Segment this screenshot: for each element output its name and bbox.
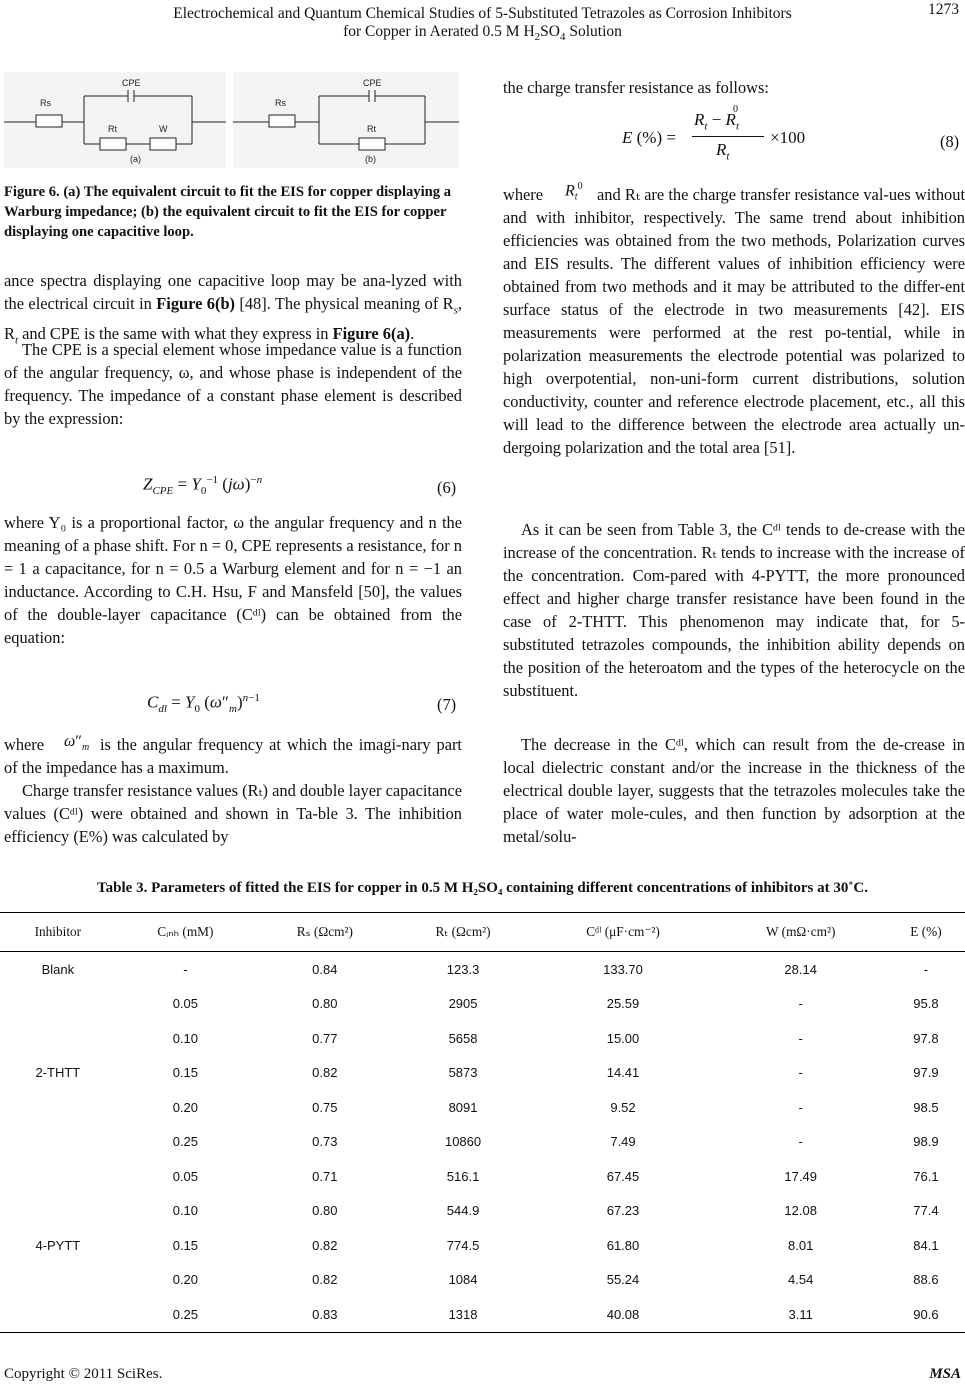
table-cell xyxy=(0,987,116,1022)
table-cell: 77.4 xyxy=(913,1203,939,1219)
table-row xyxy=(0,1297,965,1332)
table-cell: 0.10 xyxy=(172,1030,199,1046)
table-cell: 7.49 xyxy=(610,1134,636,1150)
table-3 xyxy=(0,912,965,1333)
table-cell: 0.73 xyxy=(312,1134,338,1150)
table-cell: 123.3 xyxy=(446,961,480,977)
table-cell: 0.82 xyxy=(312,1065,338,1081)
cpe-label-b: CPE xyxy=(363,78,382,88)
table-cell: 15.00 xyxy=(606,1030,640,1046)
left-paragraph-4: is the angular frequency at which the imagi-nary part of the impedance has a maximum. xyxy=(4,735,462,777)
table-cell: 9.52 xyxy=(610,1099,636,1115)
right-paragraph-2: and Rₜ are the charge transfer resistance val-ues without and with inhibitor, respectively. The same trend about inhibition efficiencies was obtained from the two methods, Polarization curves and EIS results. The different values of inhibition efficiency were obtained from two methods and it may be attributed to the differ-ent surface status of the electrode in two measurements [42]. EIS measurements were performed at the rest po-tential, while in polarization measurements the electrode potential was polarized to high overpotential, non-uni-form current distributions, solution conductivity, counter and reference electrode placement, etc., all this will lead to the difference between the electrode area actually un-dergoing polarization and the total area [51]. xyxy=(503,185,965,457)
table-cell: 0.80 xyxy=(312,996,338,1012)
table-cell: 2905 xyxy=(448,996,478,1012)
header-cinh: Cᵢₙₕ (mM) xyxy=(116,913,255,952)
running-header-line2: for Copper in Aerated 0.5 M $H_2SO_4$ Solution xyxy=(343,23,622,44)
table-cell: 4.54 xyxy=(788,1272,814,1288)
table-cell: 0.82 xyxy=(312,1237,338,1253)
table-cell: 97.8 xyxy=(913,1030,939,1046)
table-cell: 0.20 xyxy=(172,1099,199,1115)
table-cell: - xyxy=(798,1134,803,1150)
table-cell: 133.70 xyxy=(603,961,643,977)
equation-8-number: (8) xyxy=(940,132,960,151)
table-cell: 544.9 xyxy=(446,1203,480,1219)
table-cell: 0.83 xyxy=(255,1297,395,1332)
table-row xyxy=(0,1125,965,1160)
table-row xyxy=(0,1090,965,1125)
right-paragraph-4: The decrease in the Cᵈˡ, which can result from the de-crease in local dielectric constant and/or the increase in the thickness of the electrical double layer, suggests that the tetrazoles molecules take the place of water mole-cules, and then function by adsorption at the metal/solu- xyxy=(503,735,965,846)
table-cell: 2-THTT xyxy=(35,1065,81,1081)
table-cell xyxy=(0,1125,116,1160)
where-label-right: where xyxy=(503,185,544,204)
rs-label: Rs xyxy=(40,98,51,108)
left-paragraph-2: The CPE is a special element whose impedance value is a function of the angular frequency, ω, and whose phase is independent of the frequency. The impedance of a constant phase element is described by the expression: xyxy=(4,340,462,428)
table-cell: 88.6 xyxy=(913,1272,939,1288)
table-cell: 0.84 xyxy=(312,961,338,977)
table-row xyxy=(0,1263,965,1298)
table-cell: 61.80 xyxy=(606,1237,640,1253)
table-cell: 97.9 xyxy=(913,1065,939,1081)
header-inhibitor: Inhibitor xyxy=(0,913,116,952)
table-cell: 0.25 xyxy=(116,1297,255,1332)
table-row xyxy=(0,1021,965,1056)
table-cell: 14.41 xyxy=(606,1065,640,1081)
table-cell: 76.1 xyxy=(913,1168,939,1184)
figure-6b-circuit xyxy=(233,72,459,168)
table-cell: - xyxy=(798,1065,803,1081)
rt0-symbol: $R_t^0$ xyxy=(565,181,583,203)
table-header-row xyxy=(0,913,965,952)
table-cell: 95.8 xyxy=(913,996,939,1012)
table-cell: 0.10 xyxy=(172,1203,199,1219)
header-rt: Rₜ (Ωcm²) xyxy=(395,913,532,952)
table-cell xyxy=(0,1194,116,1229)
table-cell: 0.20 xyxy=(172,1272,199,1288)
table-cell: 84.1 xyxy=(913,1237,939,1253)
header-w: W (mΩ·cm²) xyxy=(714,913,886,952)
table-cell: 1318 xyxy=(395,1297,532,1332)
table-row xyxy=(0,1056,965,1091)
table-cell: 10860 xyxy=(444,1134,482,1150)
rt-label-b: Rt xyxy=(367,124,376,134)
table-cell: 0.80 xyxy=(312,1203,338,1219)
table-cell: 55.24 xyxy=(606,1272,640,1288)
copyright-footer: Copyright © 2011 SciRes. xyxy=(4,1366,163,1382)
equation-7-number: (7) xyxy=(437,695,457,714)
equation-7: $C_{dl} = Y_0$ $(\omega''_m)^{n-1}$ xyxy=(147,692,260,716)
table-cell: - xyxy=(183,961,188,977)
table-cell: 5873 xyxy=(448,1065,478,1081)
table-cell: 90.6 xyxy=(887,1297,965,1332)
journal-footer: MSA xyxy=(929,1366,961,1382)
panel-b-label: (b) xyxy=(365,154,376,164)
table-cell: 67.45 xyxy=(606,1168,640,1184)
table-body xyxy=(0,952,965,1333)
table-cell: 516.1 xyxy=(446,1168,480,1184)
omega-m-symbol: $\omega''_m$ xyxy=(64,733,90,754)
left-paragraph-1: ance spectra displaying one capacitive loop may be ana-lyzed with the electrical circuit in Figure 6(b) [48]. The physical meaning of $R_s$, $R_t$ and CPE is the same with what they express in Figure 6(a). xyxy=(4,271,462,347)
table-cell: 3.11 xyxy=(714,1297,886,1332)
table-cell: 25.59 xyxy=(606,996,640,1012)
table-cell: - xyxy=(798,1099,803,1115)
header-rs: Rₛ (Ωcm²) xyxy=(255,913,395,952)
table-cell: - xyxy=(923,961,929,977)
table-cell: 0.25 xyxy=(172,1134,199,1150)
running-header-line1: Electrochemical and Quantum Chemical Studies of 5-Substituted Tetrazoles as Corrosion Inhibitors xyxy=(173,5,792,22)
table-cell xyxy=(0,1090,116,1125)
figure-6a-circuit xyxy=(4,72,226,168)
table-cell: 0.15 xyxy=(172,1237,199,1253)
table-cell: 0.82 xyxy=(312,1272,338,1288)
table-row xyxy=(0,952,965,987)
table-cell: 0.77 xyxy=(312,1030,338,1046)
table-row xyxy=(0,1228,965,1263)
left-paragraph-3: where Y₀ is a proportional factor, ω the angular frequency and n the meaning of a phase shift. For n = 0, CPE represents a resistance, for n = 1 a capacitance, for n = 0.5 a Warburg element and for n = −1 an inductance. According to C.H. Hsu, F and Mansfeld [50], the values of the double-layer capacitance (Cᵈˡ) can be obtained from the equation: xyxy=(4,513,462,647)
rt-label-a: Rt xyxy=(108,124,117,134)
cpe-label-a: CPE xyxy=(122,78,141,88)
equation-6-number: (6) xyxy=(437,478,457,497)
where-label-left: where xyxy=(4,735,45,754)
table-cell: - xyxy=(798,996,803,1012)
right-paragraph-3: As it can be seen from Table 3, the Cᵈˡ tends to de-crease with the increase of the concentration. Rₜ tends to increase with the increase of the concentration. Com-pared with 4-PYTT, the more pronounced effect and higher charge transfer resistance have been found in the case of 2-THTT. This phenomenon may indicate that, for 5-substituted tetrazoles compounds, the inhibition ability depends on the position of the heteroatom and the types of the heterocycle on the substituent. xyxy=(503,520,965,700)
table-row xyxy=(0,1194,965,1229)
table-cell: 4-PYTT xyxy=(35,1237,81,1253)
table-cell: 98.9 xyxy=(913,1134,939,1150)
table-cell: 8.01 xyxy=(788,1237,814,1253)
table-cell: 774.5 xyxy=(446,1237,480,1253)
table-cell xyxy=(0,1263,116,1298)
table-3-caption: Table 3. Parameters of fitted the EIS for copper in 0.5 M H₂SO₄ containing different concentrations of inhibitors at 30˚C. xyxy=(97,880,868,896)
header-e: E (%) xyxy=(887,913,965,952)
table-cell: 1084 xyxy=(448,1272,478,1288)
table-cell: 0.15 xyxy=(172,1065,199,1081)
table-row xyxy=(0,987,965,1022)
table-cell: 0.75 xyxy=(312,1099,338,1115)
table-cell: 5658 xyxy=(448,1030,478,1046)
table-cell: 0.71 xyxy=(312,1168,338,1184)
w-label: W xyxy=(159,124,168,134)
table-cell: 40.08 xyxy=(532,1297,715,1332)
table-row xyxy=(0,1159,965,1194)
figure-6-caption: Figure 6. (a) The equivalent circuit to fit the EIS for copper displaying a Warburg impedance; (b) the equivalent circuit to fit the EIS for copper displaying one capacitive loop. xyxy=(4,184,452,240)
page-number: 1273 xyxy=(928,1,959,18)
table-cell: 98.5 xyxy=(913,1099,939,1115)
header-cdl: Cᵈˡ (μF·cm⁻²) xyxy=(532,913,715,952)
rs-label-b: Rs xyxy=(275,98,286,108)
left-paragraph-5: Charge transfer resistance values (Rₜ) and double layer capacitance values (Cᵈˡ) were obtained and shown in Ta-ble 3. The inhibition efficiency (E%) was calculated by xyxy=(4,781,462,846)
table-cell: 67.23 xyxy=(606,1203,640,1219)
panel-a-label: (a) xyxy=(130,154,141,164)
equation-6: $Z_{CPE} = Y_0^{-1}$ $(j\omega)^{-n}$ xyxy=(143,474,263,498)
table-cell: 28.14 xyxy=(784,961,817,977)
table-cell: 0.05 xyxy=(172,996,199,1012)
table-cell: 0.05 xyxy=(172,1168,199,1184)
table-cell: - xyxy=(798,1030,803,1046)
table-cell xyxy=(0,1297,116,1332)
table-cell: 17.49 xyxy=(784,1168,817,1184)
right-paragraph-1: the charge transfer resistance as follows: xyxy=(503,78,769,97)
table-cell: Blank xyxy=(41,961,75,977)
table-cell: 12.08 xyxy=(784,1203,817,1219)
table-cell: 8091 xyxy=(448,1099,478,1115)
table-cell xyxy=(0,1021,116,1056)
table-cell xyxy=(0,1159,116,1194)
